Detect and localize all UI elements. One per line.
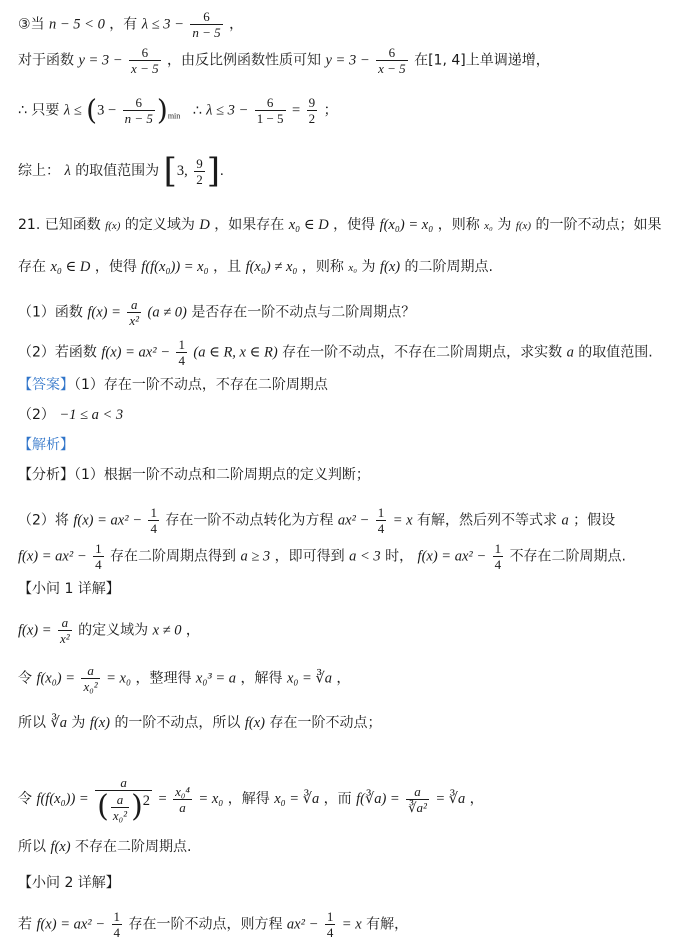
sub2-tag: 【小问 2 详解】 xyxy=(18,875,120,891)
denominator: 4 xyxy=(113,925,121,940)
math-D: D xyxy=(199,217,210,233)
denominator: 2 xyxy=(308,111,316,126)
fraction xyxy=(95,776,152,822)
numerator: 6 xyxy=(190,10,222,25)
fraction xyxy=(325,910,336,939)
numerator: a xyxy=(111,793,129,808)
math-x0-in-D: x₀ ∈ D xyxy=(50,259,91,275)
math-eq: = x xyxy=(392,512,413,529)
math-fx: f(x) = ax² − xyxy=(101,344,170,361)
sub1-domain xyxy=(18,616,200,645)
text: ，有 xyxy=(109,16,138,33)
text: ； xyxy=(323,102,338,119)
fenxi-line-3 xyxy=(18,542,626,571)
math-period-eq: f(f(x₀)) = x₀ xyxy=(141,259,209,275)
math-root: x₀ = ∛a xyxy=(274,791,320,807)
math-eq: ax² − xyxy=(286,916,319,933)
text: 的定义域为 xyxy=(124,217,195,233)
denominator: 2 xyxy=(196,171,203,187)
math-a: a xyxy=(566,344,574,361)
numerator: 1 xyxy=(178,337,185,352)
sub1-let xyxy=(18,664,350,693)
math-fx: f(x) = ax² − xyxy=(36,916,106,933)
text: ；假设 xyxy=(573,512,616,529)
denominator: n − 5 xyxy=(192,25,221,40)
text: ，解得 xyxy=(240,670,283,687)
math-eq: = x₀ xyxy=(106,670,132,687)
fraction xyxy=(173,785,192,814)
text: 存在一阶不动点转化为方程 xyxy=(165,512,334,529)
text: 所以 xyxy=(18,715,46,731)
text: ，使得 xyxy=(94,259,137,275)
text: ，则称 xyxy=(301,259,344,275)
denominator: x − 5 xyxy=(131,61,159,76)
q21-part-2 xyxy=(18,338,653,367)
fraction xyxy=(406,785,429,814)
equals: = xyxy=(158,791,167,807)
paren-right: ) xyxy=(131,789,143,824)
math-eq: = ∛a xyxy=(435,791,466,807)
q21-line-1 xyxy=(18,218,662,233)
numerator: 9 xyxy=(308,95,316,110)
line-case3 xyxy=(18,10,243,39)
text: ， xyxy=(336,670,351,687)
text: 在[1, 4]上单调递增， xyxy=(414,52,550,69)
math-x0: x₀ xyxy=(484,220,493,232)
text: 为 xyxy=(361,259,376,275)
math-fx0: f(x₀) = xyxy=(36,670,76,687)
fraction xyxy=(93,542,104,571)
text: 对于函数 xyxy=(18,52,74,69)
fraction xyxy=(112,910,123,939)
fraction xyxy=(58,616,72,645)
numerator: 1 xyxy=(113,909,121,924)
fraction xyxy=(307,96,318,125)
numerator: 6 xyxy=(255,96,286,111)
denominator: 4 xyxy=(326,925,334,940)
fraction xyxy=(194,157,205,186)
math-fx: f(x) xyxy=(244,715,266,731)
text: 令 xyxy=(18,791,32,807)
numerator: a xyxy=(81,664,99,679)
math-a: a xyxy=(561,512,569,529)
math-fx: f(x) xyxy=(50,839,71,855)
math-condition: (a ≠ 0) xyxy=(147,304,187,321)
text: （2） xyxy=(18,407,55,423)
math-lt: a < 3 xyxy=(349,548,381,565)
text: 为 xyxy=(497,217,512,233)
text: 不存在二阶周期点. xyxy=(75,839,192,855)
numerator: 1 xyxy=(494,541,502,556)
text: 时， xyxy=(385,548,414,565)
text: ∴ xyxy=(192,102,202,119)
fraction xyxy=(123,96,155,125)
sub1-heading xyxy=(18,582,120,596)
math-fx: f(x) = xyxy=(18,622,52,639)
q21-line-2 xyxy=(18,260,493,275)
math-fx: f(x) = ax² − xyxy=(18,548,87,565)
text: 有解， xyxy=(366,916,409,933)
text: 有解，然后列不等式求 xyxy=(417,512,558,529)
denominator: x − 5 xyxy=(378,61,406,76)
text: 存在一阶不动点，则方程 xyxy=(128,916,283,933)
fraction xyxy=(129,46,161,75)
text: 的取值范围. xyxy=(578,344,653,361)
denominator: 4 xyxy=(95,557,102,572)
math-f-root: f(∛a) = xyxy=(356,791,400,807)
answer-line-2 xyxy=(18,408,123,423)
text: 存在一阶不动点，不存在二阶周期点，求实数 xyxy=(282,344,563,361)
math-lambda: λ xyxy=(64,163,71,179)
bracket-right: ] xyxy=(206,151,220,191)
text: ，整理得 xyxy=(135,670,192,687)
math-answer-range: −1 ≤ a < 3 xyxy=(59,407,124,423)
numerator: 1 xyxy=(326,909,334,924)
math-eq: ax² − xyxy=(337,512,370,529)
numerator: x₀⁴ xyxy=(175,783,190,799)
denominator: x₀² xyxy=(112,807,128,823)
math-neq: f(x₀) ≠ x₀ xyxy=(245,259,298,275)
math-fx: f(x) xyxy=(515,220,532,232)
sub1-ffx xyxy=(18,776,484,822)
denominator: n − 5 xyxy=(124,111,153,126)
text: ，使得 xyxy=(333,217,376,233)
text: 令 xyxy=(18,670,32,687)
text: ， xyxy=(185,622,200,639)
numerator: 9 xyxy=(196,155,203,171)
numerator: a xyxy=(95,776,152,791)
denominator: x₀² xyxy=(83,679,98,694)
numerator: 6 xyxy=(376,46,408,61)
text: （2）若函数 xyxy=(18,344,97,361)
text: ，如果存在 xyxy=(214,217,285,233)
paren-left: ( xyxy=(97,789,109,824)
fraction xyxy=(376,506,387,535)
sub2-heading xyxy=(18,876,120,890)
numerator: a xyxy=(58,616,72,631)
math-cond: x ≠ 0 xyxy=(152,622,182,639)
text: （1）函数 xyxy=(18,304,83,321)
fraction xyxy=(127,298,141,327)
math-inequality: n − 5 < 0 xyxy=(49,16,105,33)
subscript-min: min xyxy=(167,111,181,121)
text: 综上： xyxy=(18,163,60,179)
math-root: ∛a xyxy=(50,715,67,731)
math-fx: f(x) xyxy=(89,715,110,731)
numerator: a xyxy=(127,298,141,313)
math-x0: x₀ xyxy=(348,262,358,274)
denominator: x² xyxy=(59,631,70,646)
text: 的一阶不动点；如果 xyxy=(535,217,662,233)
numerator: 1 xyxy=(150,505,157,520)
denominator: 1 − 5 xyxy=(256,111,284,126)
text: 是否存在一阶不动点与二阶周期点？ xyxy=(191,304,416,321)
text: ，由反比例函数性质可知 xyxy=(167,52,322,69)
q21-part-1 xyxy=(18,298,415,327)
text: 21. 已知函数 xyxy=(18,217,101,233)
text: 不存在二阶周期点. xyxy=(509,548,627,565)
math-cube: x₀³ = a xyxy=(195,670,237,687)
fraction xyxy=(81,664,99,693)
numerator: 1 xyxy=(377,505,385,520)
numerator: 6 xyxy=(129,46,161,61)
fraction xyxy=(190,10,222,39)
math-ge: a ≥ 3 xyxy=(240,548,271,565)
fraction xyxy=(176,338,187,367)
denominator: 4 xyxy=(150,521,157,536)
math-y: y = 3 − xyxy=(325,52,370,69)
math-eq: = x xyxy=(341,916,362,933)
math-fx: f(x) xyxy=(105,220,121,232)
math-lambda: λ ≤ 3 − xyxy=(141,16,184,33)
text: ，解得 xyxy=(227,791,270,807)
denominator xyxy=(95,791,152,822)
sub1-so xyxy=(18,716,381,731)
bracket-left: [ xyxy=(163,151,177,191)
text: 的二阶周期点. xyxy=(404,259,493,275)
math-lambda: λ ≤ xyxy=(63,102,82,119)
text: ， xyxy=(229,16,244,33)
text: 的定义域为 xyxy=(78,622,149,639)
text: 所以 xyxy=(18,839,46,855)
text: 若 xyxy=(18,916,32,933)
fraction xyxy=(148,506,159,535)
sub1-no-period xyxy=(18,840,191,855)
text: 的一阶不动点，所以 xyxy=(114,715,241,731)
answer-line-1 xyxy=(18,378,328,392)
math-x0-in-D: x₀ ∈ D xyxy=(288,217,329,233)
text: （2）将 xyxy=(18,512,69,529)
math-eq: = x₀ xyxy=(198,791,224,807)
text: ，且 xyxy=(213,259,242,275)
text: ，即可得到 xyxy=(274,548,345,565)
fraction xyxy=(255,96,286,125)
paren-right: ) xyxy=(156,93,168,127)
denominator: 4 xyxy=(494,557,502,572)
math-ffx0: f(f(x₀)) = xyxy=(36,791,89,807)
text: 存在一阶不动点； xyxy=(269,715,382,731)
math-fx: f(x) xyxy=(379,259,401,275)
sub1-tag: 【小问 1 详解】 xyxy=(18,581,120,597)
analysis-tag: 【解析】 xyxy=(18,437,74,453)
exponent: 2 xyxy=(142,793,151,810)
denominator: x² xyxy=(129,313,140,328)
math-fx: f(x) = ax² − xyxy=(417,548,487,565)
fraction xyxy=(493,542,504,571)
denominator: a xyxy=(179,799,186,815)
math-fixed-point-eq: f(x₀) = x₀ xyxy=(379,217,434,233)
text: 为 xyxy=(71,715,86,731)
text: 的取值范围为 xyxy=(75,163,160,179)
denominator: 4 xyxy=(377,521,385,536)
text: ， xyxy=(469,791,484,807)
text: （1）存在一阶不动点，不存在二阶周期点 xyxy=(74,377,328,393)
math-y: y = 3 − xyxy=(78,52,123,69)
paren-left: ( xyxy=(86,93,98,127)
text: ，而 xyxy=(323,791,352,807)
fraction xyxy=(376,46,408,75)
inner-fraction xyxy=(111,793,129,822)
line-conclusion xyxy=(18,151,224,191)
denominator: ∛a² xyxy=(408,799,427,815)
math-lambda: λ ≤ 3 − xyxy=(206,102,249,119)
equals: = xyxy=(292,102,301,119)
numerator: a xyxy=(406,785,429,800)
fenxi-tag: 【分析】 xyxy=(18,467,74,483)
numerator: 1 xyxy=(95,541,102,556)
text: ，则称 xyxy=(437,217,480,233)
text: 存在二阶周期点得到 xyxy=(110,548,237,565)
fenxi-line-1 xyxy=(18,468,370,482)
period: . xyxy=(220,163,224,179)
text: （1）根据一阶不动点和二阶周期点的定义判断； xyxy=(74,467,370,483)
math-condition: (a ∈ R, x ∈ R) xyxy=(193,344,278,361)
analysis-tag-line xyxy=(18,438,74,452)
math-fx: f(x) = ax² − xyxy=(73,512,142,529)
math-fx: f(x) = xyxy=(87,304,121,321)
math-three: 3 − xyxy=(97,102,117,119)
sub2-first xyxy=(18,910,408,939)
math-root: x₀ = ∛a xyxy=(286,670,332,687)
interval-left: 3, xyxy=(176,163,188,179)
denominator: 4 xyxy=(178,353,185,368)
line-only-need xyxy=(18,93,338,127)
text: ∴ 只要 xyxy=(18,102,60,119)
line-function-monotonic xyxy=(18,46,550,75)
numerator: 6 xyxy=(123,96,155,111)
text: ③当 xyxy=(18,16,45,33)
answer-tag: 【答案】 xyxy=(18,377,74,393)
fenxi-line-2 xyxy=(18,506,615,535)
text: 存在 xyxy=(18,259,46,275)
